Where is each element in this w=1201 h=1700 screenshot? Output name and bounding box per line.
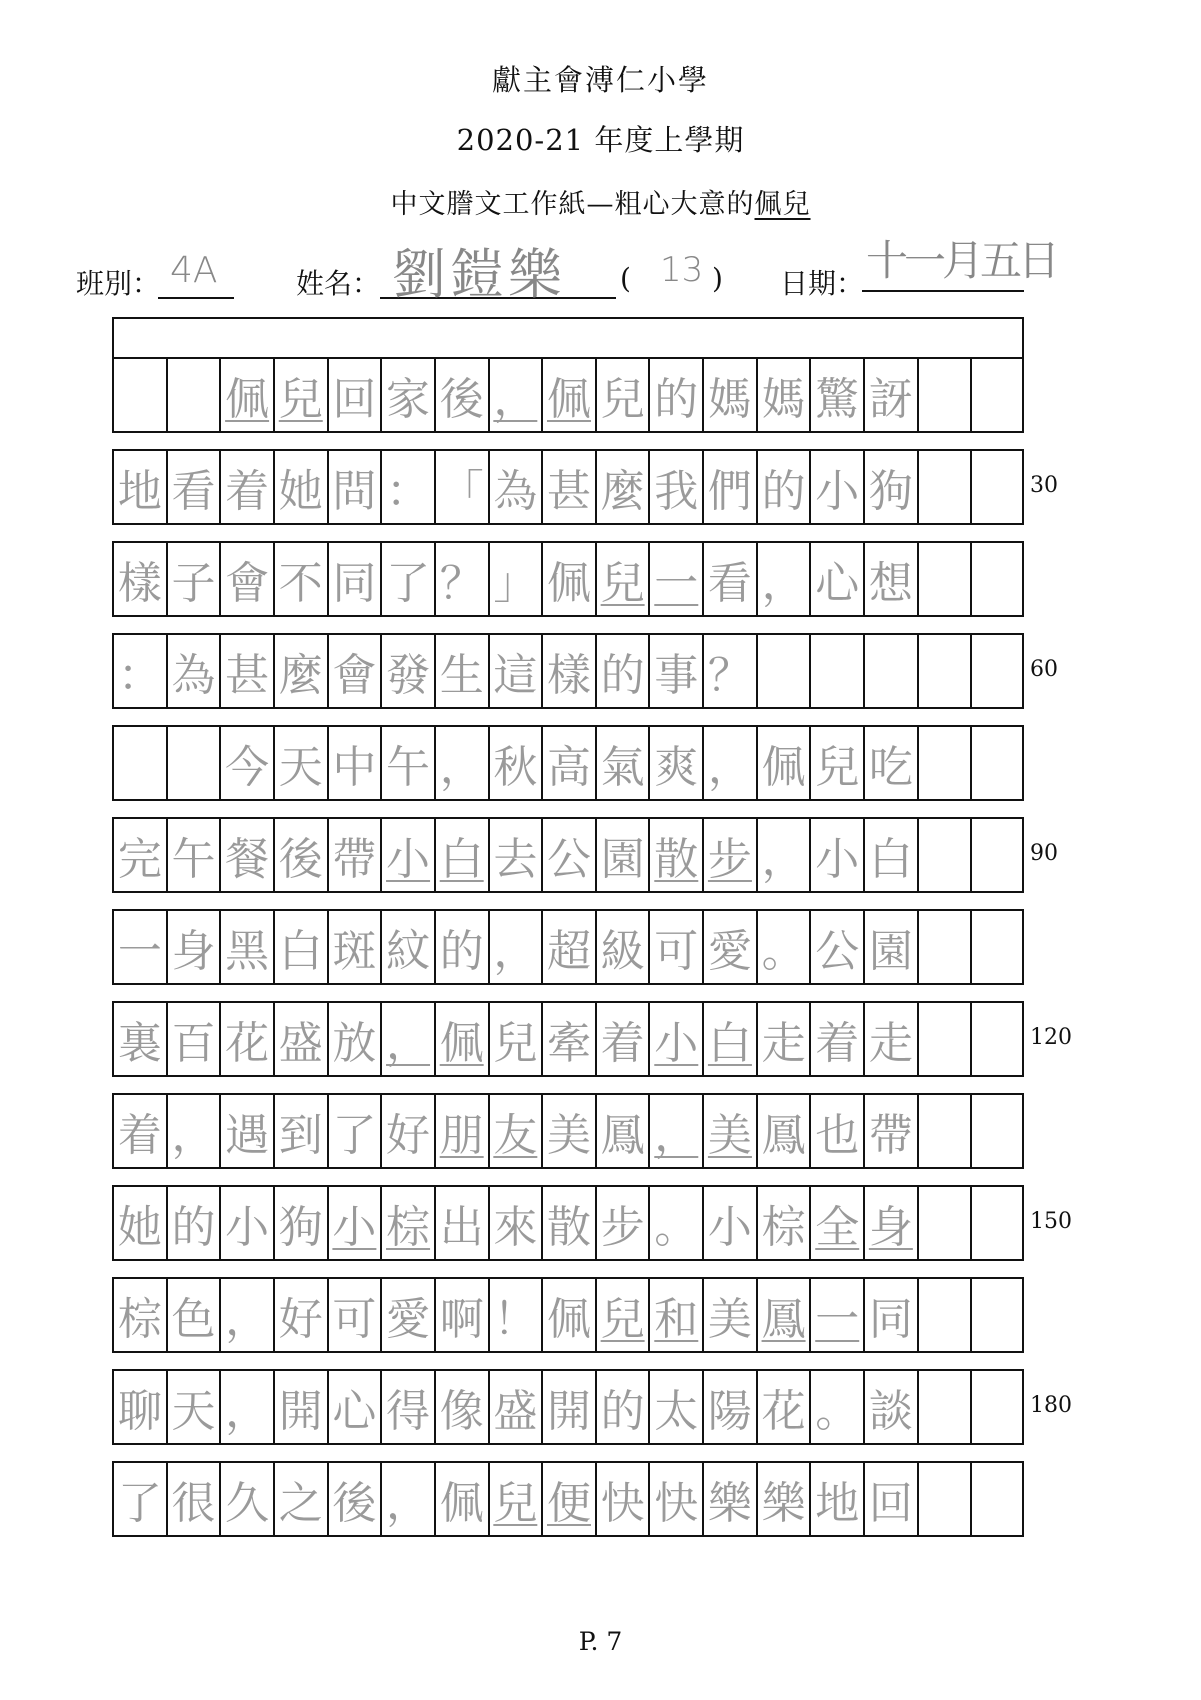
grid-cell: 兒 (597, 359, 651, 431)
grid-cell: 美 (704, 1095, 758, 1167)
line-count: 30 (1030, 473, 1058, 498)
grid-cell: 媽 (704, 359, 758, 431)
grid-cell: 園 (865, 911, 919, 983)
grid-cell: 小 (329, 1187, 383, 1259)
grid-cell: ！ (490, 1279, 544, 1351)
grid-cell: 今 (221, 727, 275, 799)
grid-cell (972, 727, 1026, 799)
grid-cell: 她 (275, 451, 329, 523)
grid-cell: 棕 (758, 1187, 812, 1259)
grid-cell: 樣 (543, 635, 597, 707)
grid-cell (972, 1279, 1026, 1351)
grid-cell: 吃 (865, 727, 919, 799)
class-label: 班別： (76, 267, 161, 300)
grid-cell: 愛 (704, 911, 758, 983)
grid-cell: 走 (758, 1003, 812, 1075)
date-label: 日期： (780, 267, 865, 300)
grid-cell (972, 1371, 1026, 1443)
grid-cell: 着 (597, 1003, 651, 1075)
grid-row (112, 817, 1024, 893)
grid-cell: ， (490, 359, 544, 431)
grid-cell: 散 (650, 819, 704, 891)
grid-cell: 花 (758, 1371, 812, 1443)
grid-cell: 同 (329, 543, 383, 615)
grid-cell: 」 (490, 543, 544, 615)
grid-cell: 樂 (704, 1463, 758, 1535)
grid-cell: 美 (543, 1095, 597, 1167)
grid-cell: 佩 (543, 1279, 597, 1351)
grid-cell: ， (436, 727, 490, 799)
school-name: 獻主會溥仁小學 (491, 63, 709, 97)
grid-cell: ， (221, 1279, 275, 1351)
grid-cell: 白 (275, 911, 329, 983)
grid-cell: 好 (382, 1095, 436, 1167)
grid-cell: 不 (275, 543, 329, 615)
grid-cell: 牽 (543, 1003, 597, 1075)
grid-cell: 秋 (490, 727, 544, 799)
grid-cell (919, 1279, 973, 1351)
grid-cell: 色 (168, 1279, 222, 1351)
grid-cell: 想 (865, 543, 919, 615)
grid-cell: 後 (436, 359, 490, 431)
grid-cell: 一 (811, 1279, 865, 1351)
grid-cell: 小 (382, 819, 436, 891)
grid-cell: ， (650, 1095, 704, 1167)
grid-cell: 為 (168, 635, 222, 707)
grid-cell: 斑 (329, 911, 383, 983)
grid-cell: 棕 (382, 1187, 436, 1259)
grid-cell: 的 (436, 911, 490, 983)
grid-cell: 着 (114, 1095, 168, 1167)
grid-cell: ， (704, 727, 758, 799)
grid-cell: 小 (221, 1187, 275, 1259)
grid-cell (972, 1187, 1026, 1259)
number-value: 13 (660, 250, 704, 290)
grid-cell: 步 (704, 819, 758, 891)
grid-cell: 白 (865, 819, 919, 891)
grid-cell: 這 (490, 635, 544, 707)
grid-cell: 地 (811, 1463, 865, 1535)
grid-cell (114, 359, 168, 431)
grid-cell: ， (758, 543, 812, 615)
grid-cell: 公 (811, 911, 865, 983)
grid-cell (919, 543, 973, 615)
grid-cell: 兒 (597, 1279, 651, 1351)
grid-cell (919, 359, 973, 431)
grid-cell (972, 451, 1026, 523)
grid-cell: ， (382, 1463, 436, 1535)
name-value: 劉鎧樂 (392, 243, 566, 306)
grid-cell (972, 543, 1026, 615)
grid-cell: 午 (168, 819, 222, 891)
line-count: 180 (1030, 1393, 1072, 1418)
grid-cell (919, 451, 973, 523)
grid-cell (919, 1187, 973, 1259)
grid-cell: 裏 (114, 1003, 168, 1075)
grid-cell: 開 (543, 1371, 597, 1443)
grid-cell: 。 (758, 911, 812, 983)
grid-cell: 會 (329, 635, 383, 707)
grid-cell (758, 635, 812, 707)
grid-cell: 盛 (275, 1003, 329, 1075)
grid-cell: 遇 (221, 1095, 275, 1167)
grid-cell: 全 (811, 1187, 865, 1259)
grid-row (112, 633, 1024, 709)
grid-cell: 的 (597, 1371, 651, 1443)
grid-cell: 看 (704, 543, 758, 615)
grid-cell: 白 (704, 1003, 758, 1075)
grid-cell: ， (168, 1095, 222, 1167)
grid-cell: 後 (329, 1463, 383, 1535)
grid-cell: 朋 (436, 1095, 490, 1167)
grid-cell: 花 (221, 1003, 275, 1075)
grid-cell: 狗 (865, 451, 919, 523)
grid-cell: 小 (811, 451, 865, 523)
grid-cell: 久 (221, 1463, 275, 1535)
grid-cell: 鳳 (597, 1095, 651, 1167)
grid-cell: 媽 (758, 359, 812, 431)
grid-cell: 麼 (597, 451, 651, 523)
date-underline (862, 290, 1024, 292)
grid-cell: ， (490, 911, 544, 983)
grid-cell: 天 (275, 727, 329, 799)
grid-cell: 超 (543, 911, 597, 983)
grid-cell: 級 (597, 911, 651, 983)
grid-cell: 子 (168, 543, 222, 615)
grid-cell: 談 (865, 1371, 919, 1443)
grid-cell: 白 (436, 819, 490, 891)
grid-row (112, 449, 1024, 525)
grid-cell (972, 911, 1026, 983)
grid-cell (919, 911, 973, 983)
grid-cell: 地 (114, 451, 168, 523)
grid-cell: 的 (168, 1187, 222, 1259)
grid-cell: 。 (811, 1371, 865, 1443)
grid-cell: 身 (865, 1187, 919, 1259)
grid-cell: 公 (543, 819, 597, 891)
grid-cell: 好 (275, 1279, 329, 1351)
grid-cell: 帶 (865, 1095, 919, 1167)
grid-cell: 走 (865, 1003, 919, 1075)
grid-cell: 為 (490, 451, 544, 523)
grid-cell: 散 (543, 1187, 597, 1259)
grid-cell: 甚 (543, 451, 597, 523)
grid-cell (972, 1003, 1026, 1075)
grid-cell: 很 (168, 1463, 222, 1535)
grid-cell: 樣 (114, 543, 168, 615)
grid-cell: 了 (114, 1463, 168, 1535)
grid-cell: ， (221, 1371, 275, 1443)
grid-cell: 餐 (221, 819, 275, 891)
grid-cell: 之 (275, 1463, 329, 1535)
grid-cell: 小 (811, 819, 865, 891)
grid-cell: ， (758, 819, 812, 891)
grid-row (112, 357, 1024, 433)
grid-cell: 發 (382, 635, 436, 707)
grid-cell: 一 (114, 911, 168, 983)
grid-cell: 我 (650, 451, 704, 523)
grid-cell: 和 (650, 1279, 704, 1351)
grid-cell: 鳳 (758, 1095, 812, 1167)
grid-cell: 心 (811, 543, 865, 615)
grid-cell: 百 (168, 1003, 222, 1075)
grid-cell (919, 1463, 973, 1535)
grid-cell: 氣 (597, 727, 651, 799)
grid-cell: 兒 (275, 359, 329, 431)
grid-cell: 陽 (704, 1371, 758, 1443)
grid-cell: 天 (168, 1371, 222, 1443)
grid-cell: 的 (597, 635, 651, 707)
grid-cell: 愛 (382, 1279, 436, 1351)
grid-cell: 了 (382, 543, 436, 615)
grid-cell: 狗 (275, 1187, 329, 1259)
grid-cell: 棕 (114, 1279, 168, 1351)
grid-top-strip (112, 317, 1024, 357)
grid-cell (919, 1003, 973, 1075)
grid-cell: 訝 (865, 359, 919, 431)
grid-cell: 放 (329, 1003, 383, 1075)
grid-row (112, 1277, 1024, 1353)
grid-cell: 紋 (382, 911, 436, 983)
grid-cell (919, 1095, 973, 1167)
grid-cell: 她 (114, 1187, 168, 1259)
grid-cell (972, 635, 1026, 707)
grid-cell: 得 (382, 1371, 436, 1443)
grid-cell: 的 (650, 359, 704, 431)
grid-cell: 到 (275, 1095, 329, 1167)
grid-cell: 驚 (811, 359, 865, 431)
grid-cell: 麼 (275, 635, 329, 707)
grid-cell: 便 (543, 1463, 597, 1535)
grid-row (112, 725, 1024, 801)
grid-cell: 身 (168, 911, 222, 983)
grid-cell: 開 (275, 1371, 329, 1443)
grid-cell: ？ (436, 543, 490, 615)
grid-cell: 兒 (597, 543, 651, 615)
grid-cell (865, 635, 919, 707)
class-value: 4A (170, 250, 218, 291)
grid-cell: 樂 (758, 1463, 812, 1535)
grid-cell: 聊 (114, 1371, 168, 1443)
grid-cell: 佩 (543, 543, 597, 615)
grid-cell: 美 (704, 1279, 758, 1351)
class-underline (158, 297, 234, 299)
number-open: ( (620, 262, 631, 295)
grid-cell: 同 (865, 1279, 919, 1351)
grid-cell: 也 (811, 1095, 865, 1167)
grid-row (112, 1461, 1024, 1537)
grid-cell: 們 (704, 451, 758, 523)
grid-cell: 佩 (436, 1463, 490, 1535)
grid-cell: 會 (221, 543, 275, 615)
grid-cell: 來 (490, 1187, 544, 1259)
grid-cell: 事 (650, 635, 704, 707)
writing-grid (112, 317, 1024, 1553)
grid-cell: 可 (329, 1279, 383, 1351)
grid-cell: 一 (650, 543, 704, 615)
grid-cell: 快 (597, 1463, 651, 1535)
grid-cell: 佩 (436, 1003, 490, 1075)
grid-cell: 快 (650, 1463, 704, 1535)
grid-cell: 着 (811, 1003, 865, 1075)
date-value: 十一月五日 (866, 236, 1057, 285)
grid-cell (168, 359, 222, 431)
page-number: P. 7 (578, 1627, 623, 1656)
grid-cell: 小 (704, 1187, 758, 1259)
line-count: 150 (1030, 1209, 1072, 1234)
grid-cell: ， (382, 1003, 436, 1075)
grid-cell: 像 (436, 1371, 490, 1443)
grid-row (112, 909, 1024, 985)
grid-cell (972, 819, 1026, 891)
grid-cell: ： (382, 451, 436, 523)
grid-cell (919, 727, 973, 799)
grid-cell: 高 (543, 727, 597, 799)
grid-cell: 完 (114, 819, 168, 891)
grid-cell: 甚 (221, 635, 275, 707)
line-count: 90 (1030, 841, 1058, 866)
number-close: ) (712, 262, 723, 295)
grid-cell: 太 (650, 1371, 704, 1443)
grid-cell: 生 (436, 635, 490, 707)
grid-cell (114, 727, 168, 799)
grid-cell (919, 635, 973, 707)
grid-cell: 啊 (436, 1279, 490, 1351)
grid-cell: 看 (168, 451, 222, 523)
grid-cell: 園 (597, 819, 651, 891)
title-prefix: 中文謄文工作紙—粗心大意的 (390, 189, 755, 220)
line-count: 120 (1030, 1025, 1072, 1050)
grid-cell: 出 (436, 1187, 490, 1259)
grid-cell: ？ (704, 635, 758, 707)
grid-cell: 家 (382, 359, 436, 431)
grid-cell: 了 (329, 1095, 383, 1167)
grid-cell: 盛 (490, 1371, 544, 1443)
grid-cell: 佩 (758, 727, 812, 799)
line-count: 60 (1030, 657, 1058, 682)
grid-row (112, 1001, 1024, 1077)
grid-cell: 兒 (490, 1463, 544, 1535)
grid-cell: 帶 (329, 819, 383, 891)
grid-cell: 着 (221, 451, 275, 523)
grid-cell: 可 (650, 911, 704, 983)
grid-cell: 黑 (221, 911, 275, 983)
grid-cell: 回 (865, 1463, 919, 1535)
grid-cell (919, 819, 973, 891)
grid-cell: 友 (490, 1095, 544, 1167)
worksheet-title (0, 182, 1201, 221)
grid-cell: 後 (275, 819, 329, 891)
grid-row (112, 1093, 1024, 1169)
grid-cell: 鳳 (758, 1279, 812, 1351)
grid-cell (972, 1095, 1026, 1167)
grid-cell: 佩 (543, 359, 597, 431)
grid-row (112, 1185, 1024, 1261)
grid-cell (811, 635, 865, 707)
grid-cell: 心 (329, 1371, 383, 1443)
term-title: 2020-21 年度上學期 (456, 123, 745, 157)
grid-cell: 兒 (811, 727, 865, 799)
grid-cell: 兒 (490, 1003, 544, 1075)
grid-cell: 回 (329, 359, 383, 431)
grid-cell (972, 359, 1026, 431)
name-label: 姓名： (296, 267, 381, 300)
grid-cell: 問 (329, 451, 383, 523)
grid-cell (972, 1463, 1026, 1535)
grid-cell: 中 (329, 727, 383, 799)
grid-cell: 小 (650, 1003, 704, 1075)
grid-cell: 。 (650, 1187, 704, 1259)
grid-cell: 「 (436, 451, 490, 523)
grid-cell (919, 1371, 973, 1443)
grid-cell: 爽 (650, 727, 704, 799)
grid-row (112, 1369, 1024, 1445)
grid-cell: 佩 (221, 359, 275, 431)
grid-cell (168, 727, 222, 799)
title-name: 佩兒 (754, 189, 811, 220)
grid-cell: 午 (382, 727, 436, 799)
grid-cell: 的 (758, 451, 812, 523)
grid-cell: 去 (490, 819, 544, 891)
grid-cell: ： (114, 635, 168, 707)
grid-cell: 步 (597, 1187, 651, 1259)
grid-row (112, 541, 1024, 617)
